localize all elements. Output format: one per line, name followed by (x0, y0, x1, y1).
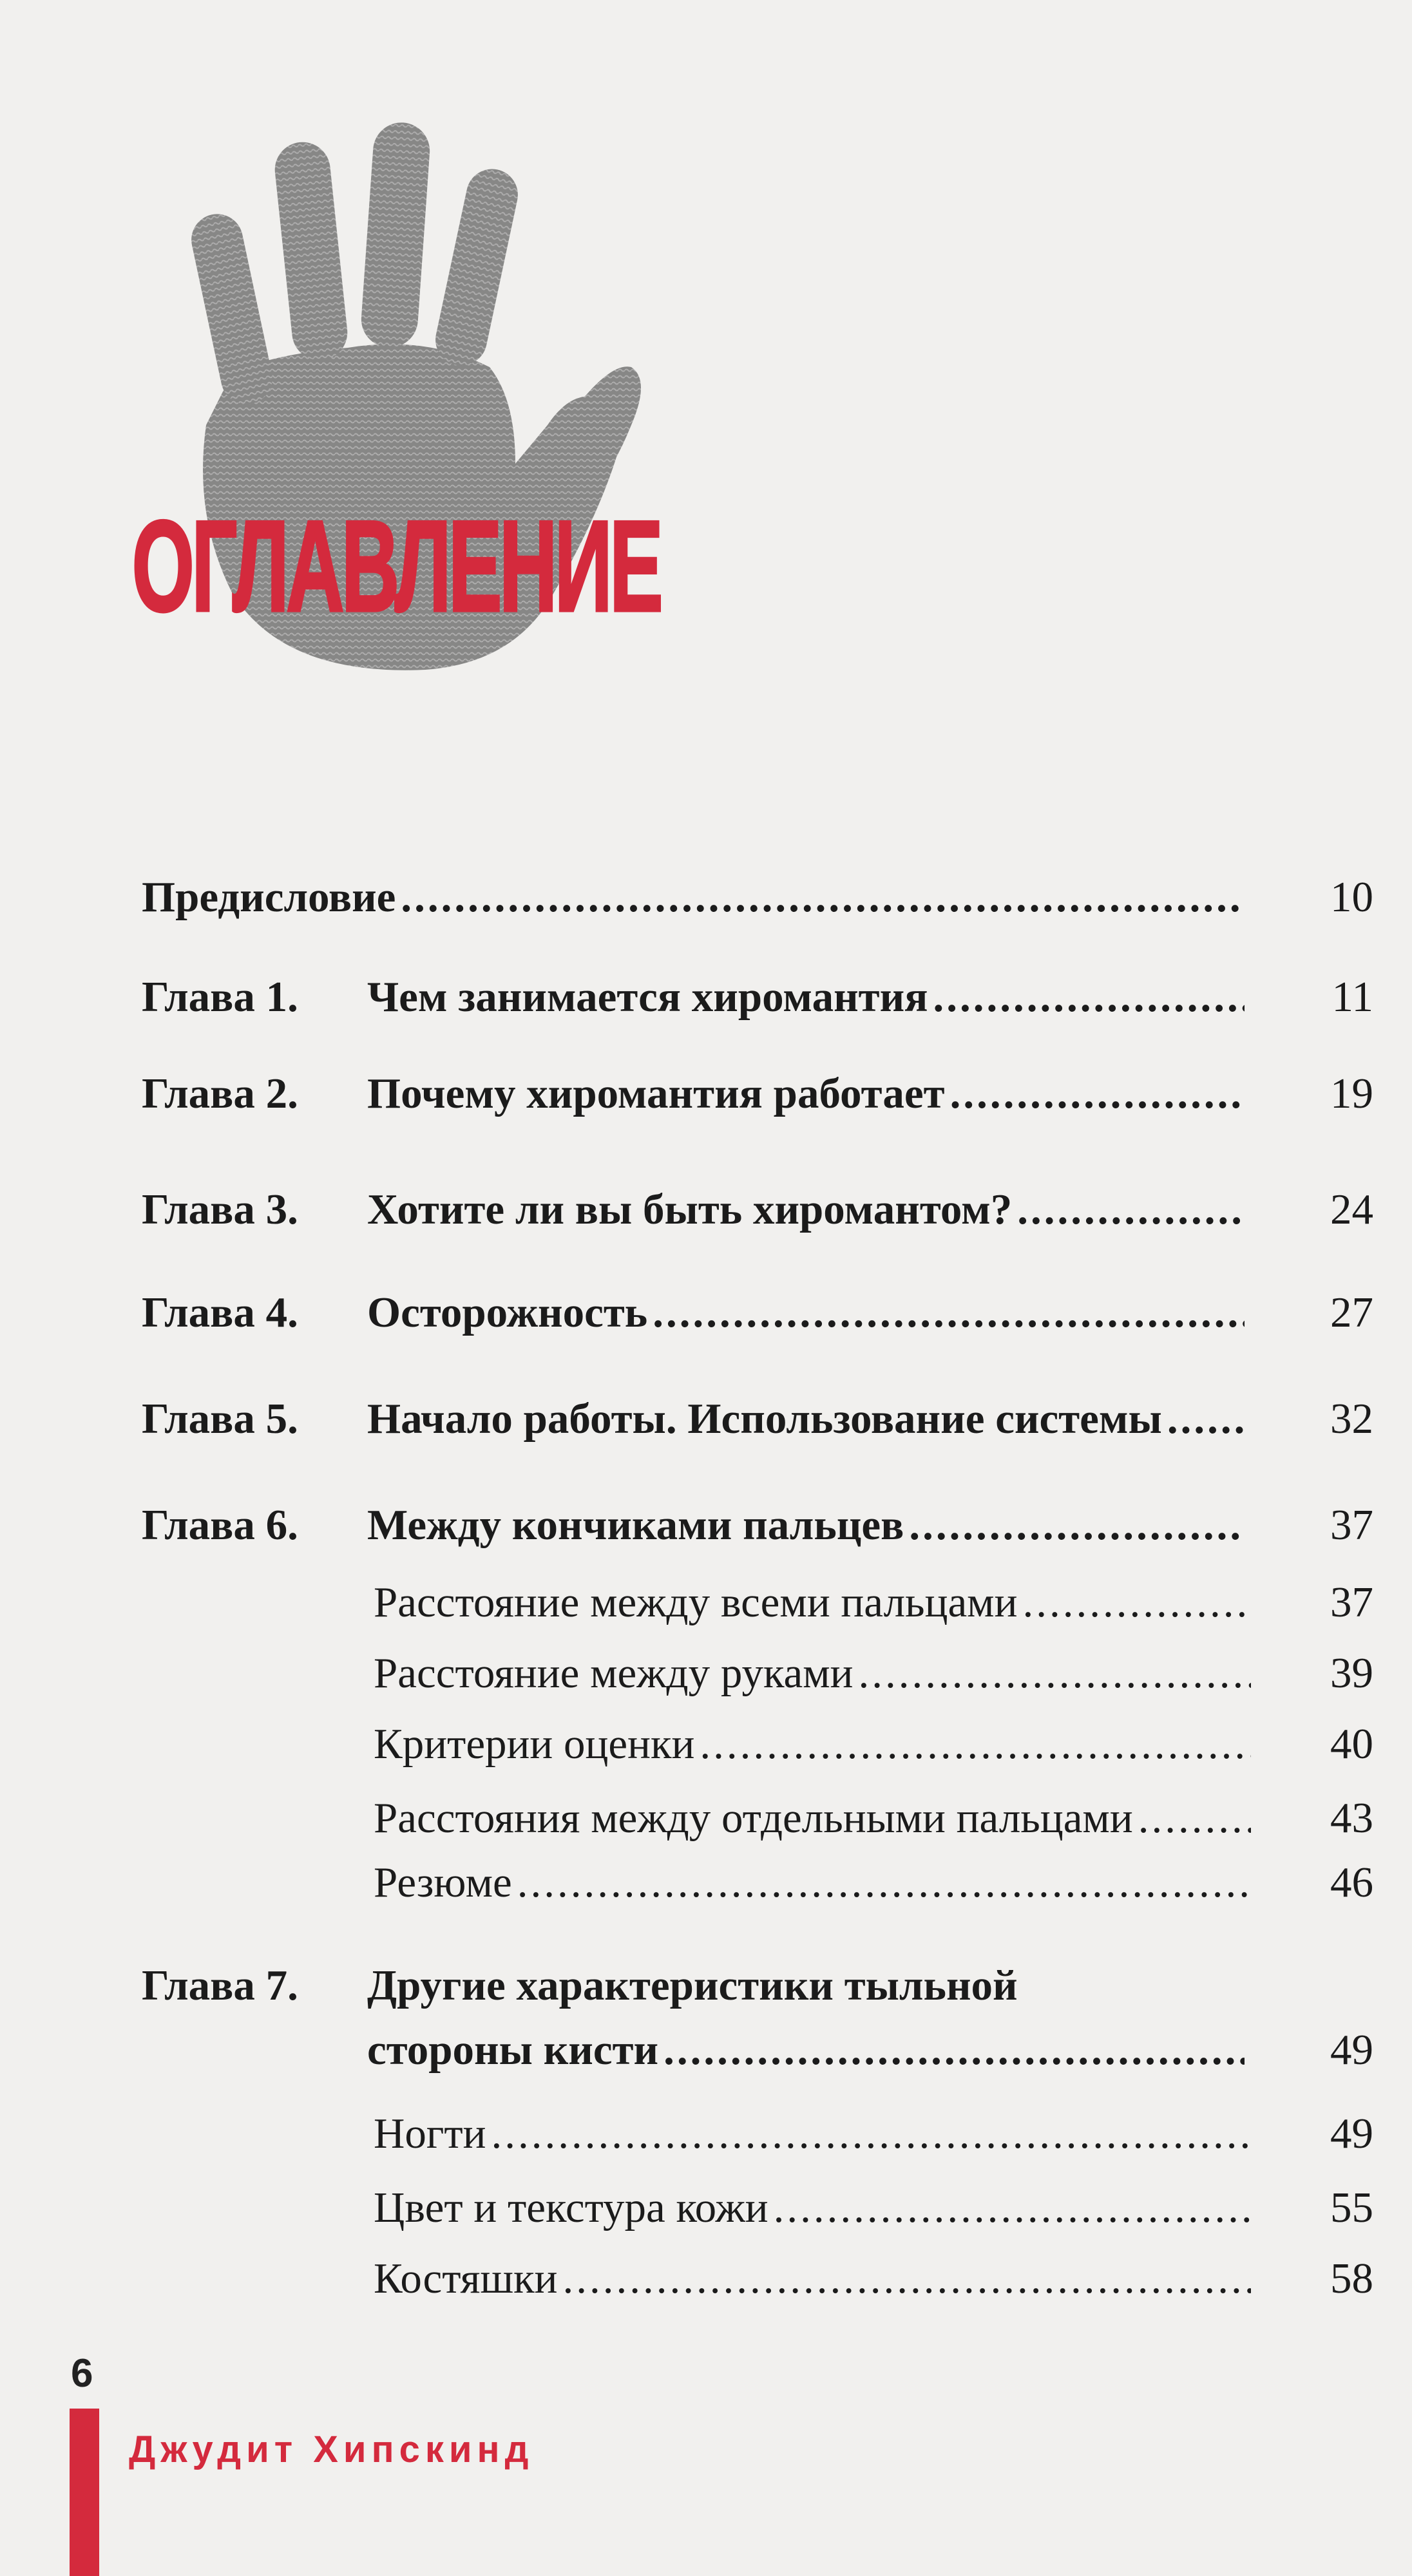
toc-page-number: 49 (1330, 2110, 1373, 2157)
chapter-number: Глава 1. (142, 973, 298, 1021)
toc-page-number: 55 (1330, 2184, 1373, 2231)
chapter-number: Глава 6. (142, 1501, 298, 1549)
toc-page-number: 49 (1330, 2026, 1373, 2074)
toc-entry-title: Ногти (374, 2110, 486, 2157)
toc-entry-title: Чем занимается хиромантия (367, 973, 928, 1021)
accent-bar (70, 2409, 99, 2576)
dot-leader (1022, 1575, 1251, 1631)
dot-leader (562, 2251, 1251, 2307)
toc-entry-chapter-6[interactable] (142, 1497, 1412, 1562)
toc-entry-title: Почему хиромантия работает (367, 1070, 945, 1117)
dot-leader (1138, 1790, 1251, 1846)
chapter-number: Глава 4. (142, 1289, 298, 1336)
chapter-number: Глава 3. (142, 1186, 298, 1233)
toc-entry-title: Цвет и текстура кожи (374, 2184, 768, 2231)
toc-entry-title: Расстояние между руками (374, 1649, 854, 1697)
chapter-number: Глава 7. (142, 1962, 298, 2009)
dot-leader (950, 1066, 1245, 1122)
dot-leader (401, 869, 1245, 925)
toc-subentry[interactable] (374, 1790, 1412, 1855)
toc-entry-preface[interactable] (142, 869, 1412, 934)
toc-entry-title-line1: Другие характеристики тыльной (367, 1962, 1018, 2009)
toc-page-number: 27 (1330, 1289, 1373, 1336)
toc-entry-chapter-3[interactable] (142, 1182, 1412, 1246)
toc-page-number: 40 (1330, 1720, 1373, 1768)
dot-leader (491, 2106, 1251, 2162)
toc-page-number: 19 (1330, 1070, 1373, 1117)
toc-page-number: 39 (1330, 1649, 1373, 1697)
toc-entry-title: Начало работы. Использование системы (367, 1395, 1162, 1443)
toc-page-number: 43 (1330, 1794, 1373, 1842)
toc-entry-title-line2: стороны кисти (367, 2026, 659, 2074)
handprint-image (155, 64, 657, 786)
toc-entry-title: Расстояния между отдельными пальцами (374, 1794, 1133, 1842)
toc-entry-chapter-1[interactable] (142, 969, 1412, 1034)
toc-page-number: 24 (1330, 1186, 1373, 1233)
dot-leader (859, 1645, 1251, 1701)
toc-entry-chapter-7[interactable] (142, 1958, 1412, 2087)
dot-leader (1017, 1182, 1245, 1238)
toc-page-number: 58 (1330, 2255, 1373, 2302)
dot-leader (663, 2022, 1245, 2078)
toc-page-number: 46 (1330, 1859, 1373, 1906)
toc-subentry[interactable] (374, 1575, 1412, 1639)
page-number: 6 (71, 2351, 93, 2396)
toc-page-number: 32 (1330, 1395, 1373, 1443)
toc-entry-title: Осторожность (367, 1289, 648, 1336)
toc-entry-title: Костяшки (374, 2255, 558, 2302)
toc-entry-chapter-4[interactable] (142, 1285, 1412, 1349)
toc-entry-title: Критерии оценки (374, 1720, 695, 1768)
toc-subentry[interactable] (374, 1645, 1412, 1710)
toc-page-number: 37 (1330, 1501, 1373, 1549)
dot-leader (517, 1855, 1251, 1911)
running-footer-author: Джудит Хипскинд (129, 2429, 534, 2470)
dot-leader (933, 969, 1245, 1025)
toc-subentry[interactable] (374, 2251, 1412, 2315)
toc-page-number: 37 (1330, 1578, 1373, 1626)
toc-entry-title: Резюме (374, 1859, 512, 1906)
dot-leader (1167, 1391, 1245, 1447)
dot-leader (653, 1285, 1245, 1341)
toc-subentry[interactable] (374, 1855, 1412, 1919)
toc-subentry[interactable] (374, 1716, 1412, 1781)
toc-entry-title: Расстояние между всеми пальцами (374, 1578, 1018, 1626)
toc-page-number: 10 (1330, 873, 1373, 921)
dot-leader (700, 1716, 1251, 1772)
page-title: ОГЛАВЛЕНИЕ (132, 495, 661, 638)
toc-entry-title: Хотите ли вы быть хиромантом? (367, 1186, 1013, 1233)
chapter-number: Глава 5. (142, 1395, 298, 1443)
toc-entry-chapter-2[interactable] (142, 1066, 1412, 1130)
toc-entry-chapter-5[interactable] (142, 1391, 1412, 1455)
toc-subentry[interactable] (374, 2180, 1412, 2244)
toc-subentry[interactable] (374, 2106, 1412, 2170)
dot-leader (909, 1497, 1245, 1553)
toc-page-number: 11 (1331, 973, 1373, 1021)
chapter-number: Глава 2. (142, 1070, 298, 1117)
toc-entry-title: Между кончиками пальцев (367, 1501, 904, 1549)
toc-entry-title: Предисловие (142, 873, 396, 921)
dot-leader (774, 2180, 1251, 2236)
